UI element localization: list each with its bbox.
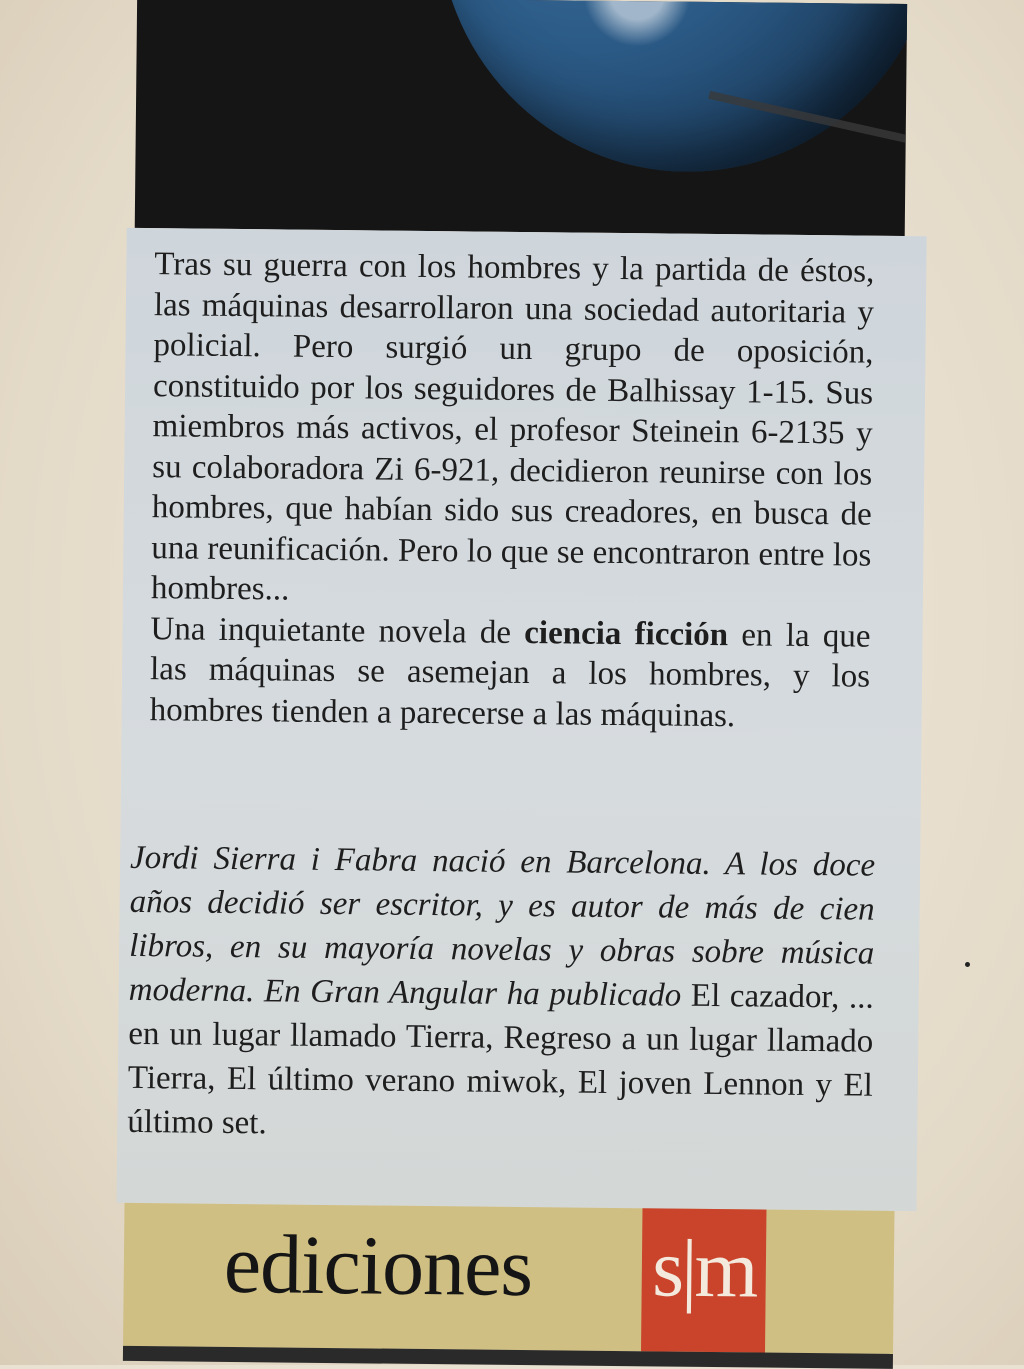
bio-italic: Jordi Sierra i Fabra nació en Barcelona. A los doce años decidió ser escritor, y es autor de más de cien libros, en su mayoría novelas y obras sobre música moderna. En Gran Angular ha publicado <box>128 839 876 1014</box>
synopsis-paragraph-1: Tras su guerra con los hombres y la partida de éstos, las máquinas desarrollaron una sociedad autoritaria y policial. Pero surgió un grupo de oposición, constituido por los seguidores de Balhissay 1-15. Sus miembros más activos, el profesor Steinein 6-2135 y su colaboradora Zi 6-921, decidieron reunirse con los hombres, que habían sido sus creadores, en busca de una reunificación. Pero lo que se encontraron entre los hombres... <box>150 246 875 608</box>
dust-speck <box>965 962 970 967</box>
earth-photo <box>135 0 907 236</box>
synopsis-text-b: en la que las máquinas se asemejan a los hombres, y los hombres tienden a parecerse a las máquinas. <box>149 616 871 734</box>
synopsis-text-a: Una inquietante novela de <box>150 610 525 651</box>
genre-bold: ciencia ficción <box>524 614 729 653</box>
book-back-cover <box>115 0 929 1369</box>
synopsis <box>149 244 874 738</box>
publisher-name: ediciones <box>223 1217 533 1315</box>
author-bio <box>127 836 875 1152</box>
publisher-bar <box>123 1203 894 1354</box>
synopsis-paragraph-2 <box>149 609 870 738</box>
text-panel <box>117 228 927 1211</box>
bio-book-list: El cazador, ... en un lugar llamado Tierra, Regreso a un lugar llamado Tierra, El último verano miwok, El joven Lennon y El último set. <box>127 977 874 1142</box>
sm-logo: s|m <box>641 1208 766 1352</box>
earth-globe <box>435 0 907 174</box>
